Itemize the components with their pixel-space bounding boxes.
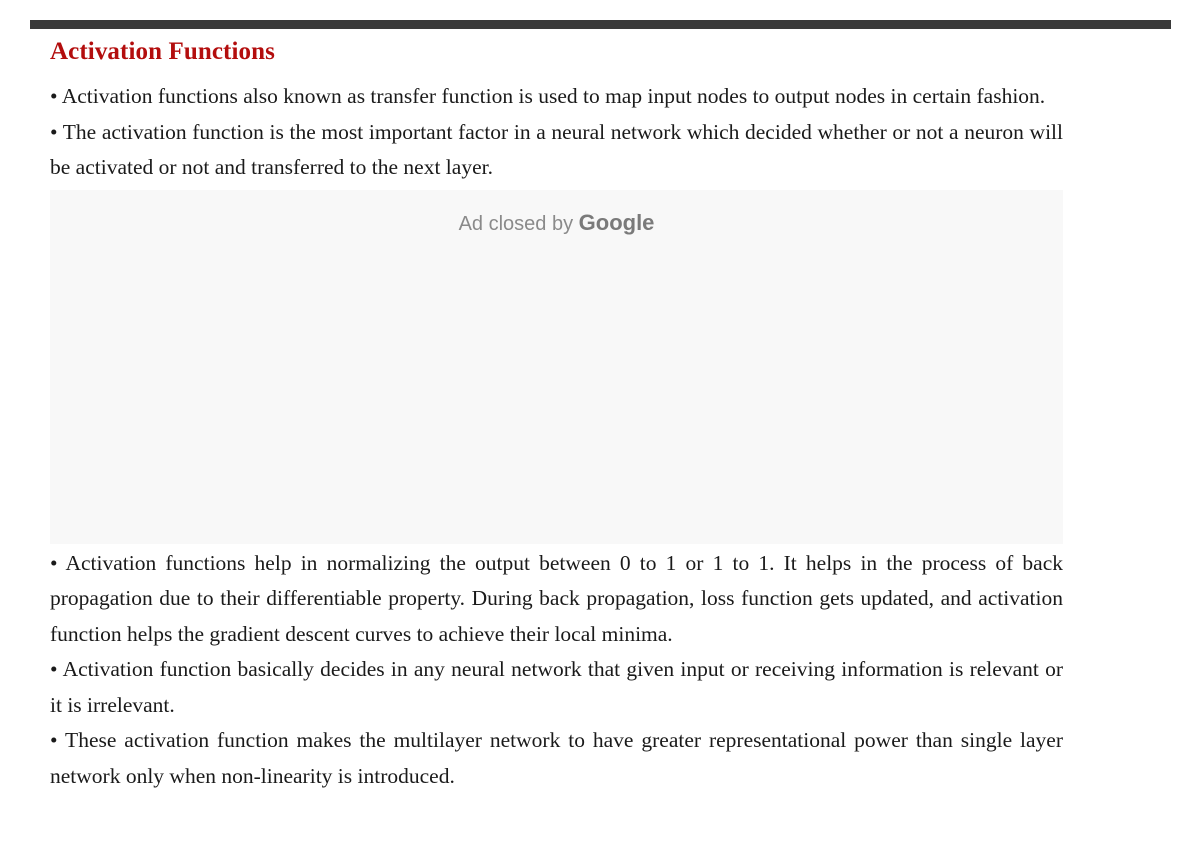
bullet-paragraph: • Activation functions help in normalizing the output between 0 to 1 or 1 to 1. It helps in the process of back propagation due to their differentiable property. During back propagation, loss function gets updated, and activation function helps the gradient descent curves to achieve their local minima. (50, 550, 1063, 646)
bullet-paragraph: • Activation function basically decides in any neural network that given input or receiving information is relevant or it is irrelevant. (50, 657, 1063, 717)
closed-ad-placeholder (50, 190, 1063, 544)
ad-closed-text: Ad closed by (458, 212, 574, 235)
bullet-paragraph: • The activation function is the most important factor in a neural network which decided whether or not a neuron will be activated or not and transferred to the next layer. (50, 119, 1063, 179)
section-title: Activation Functions (50, 38, 275, 65)
ad-brand-name: Google (578, 209, 655, 235)
bullet-paragraph: • Activation functions also known as transfer function is used to map input nodes to output nodes in certain fashion. (50, 84, 1046, 108)
article-content (50, 34, 1063, 794)
top-divider-bar (30, 20, 1171, 29)
bullet-paragraph: • These activation function makes the multilayer network to have greater representational power than single layer network only when non-linearity is introduced. (50, 728, 1063, 788)
ad-closed-label (50, 210, 1063, 236)
